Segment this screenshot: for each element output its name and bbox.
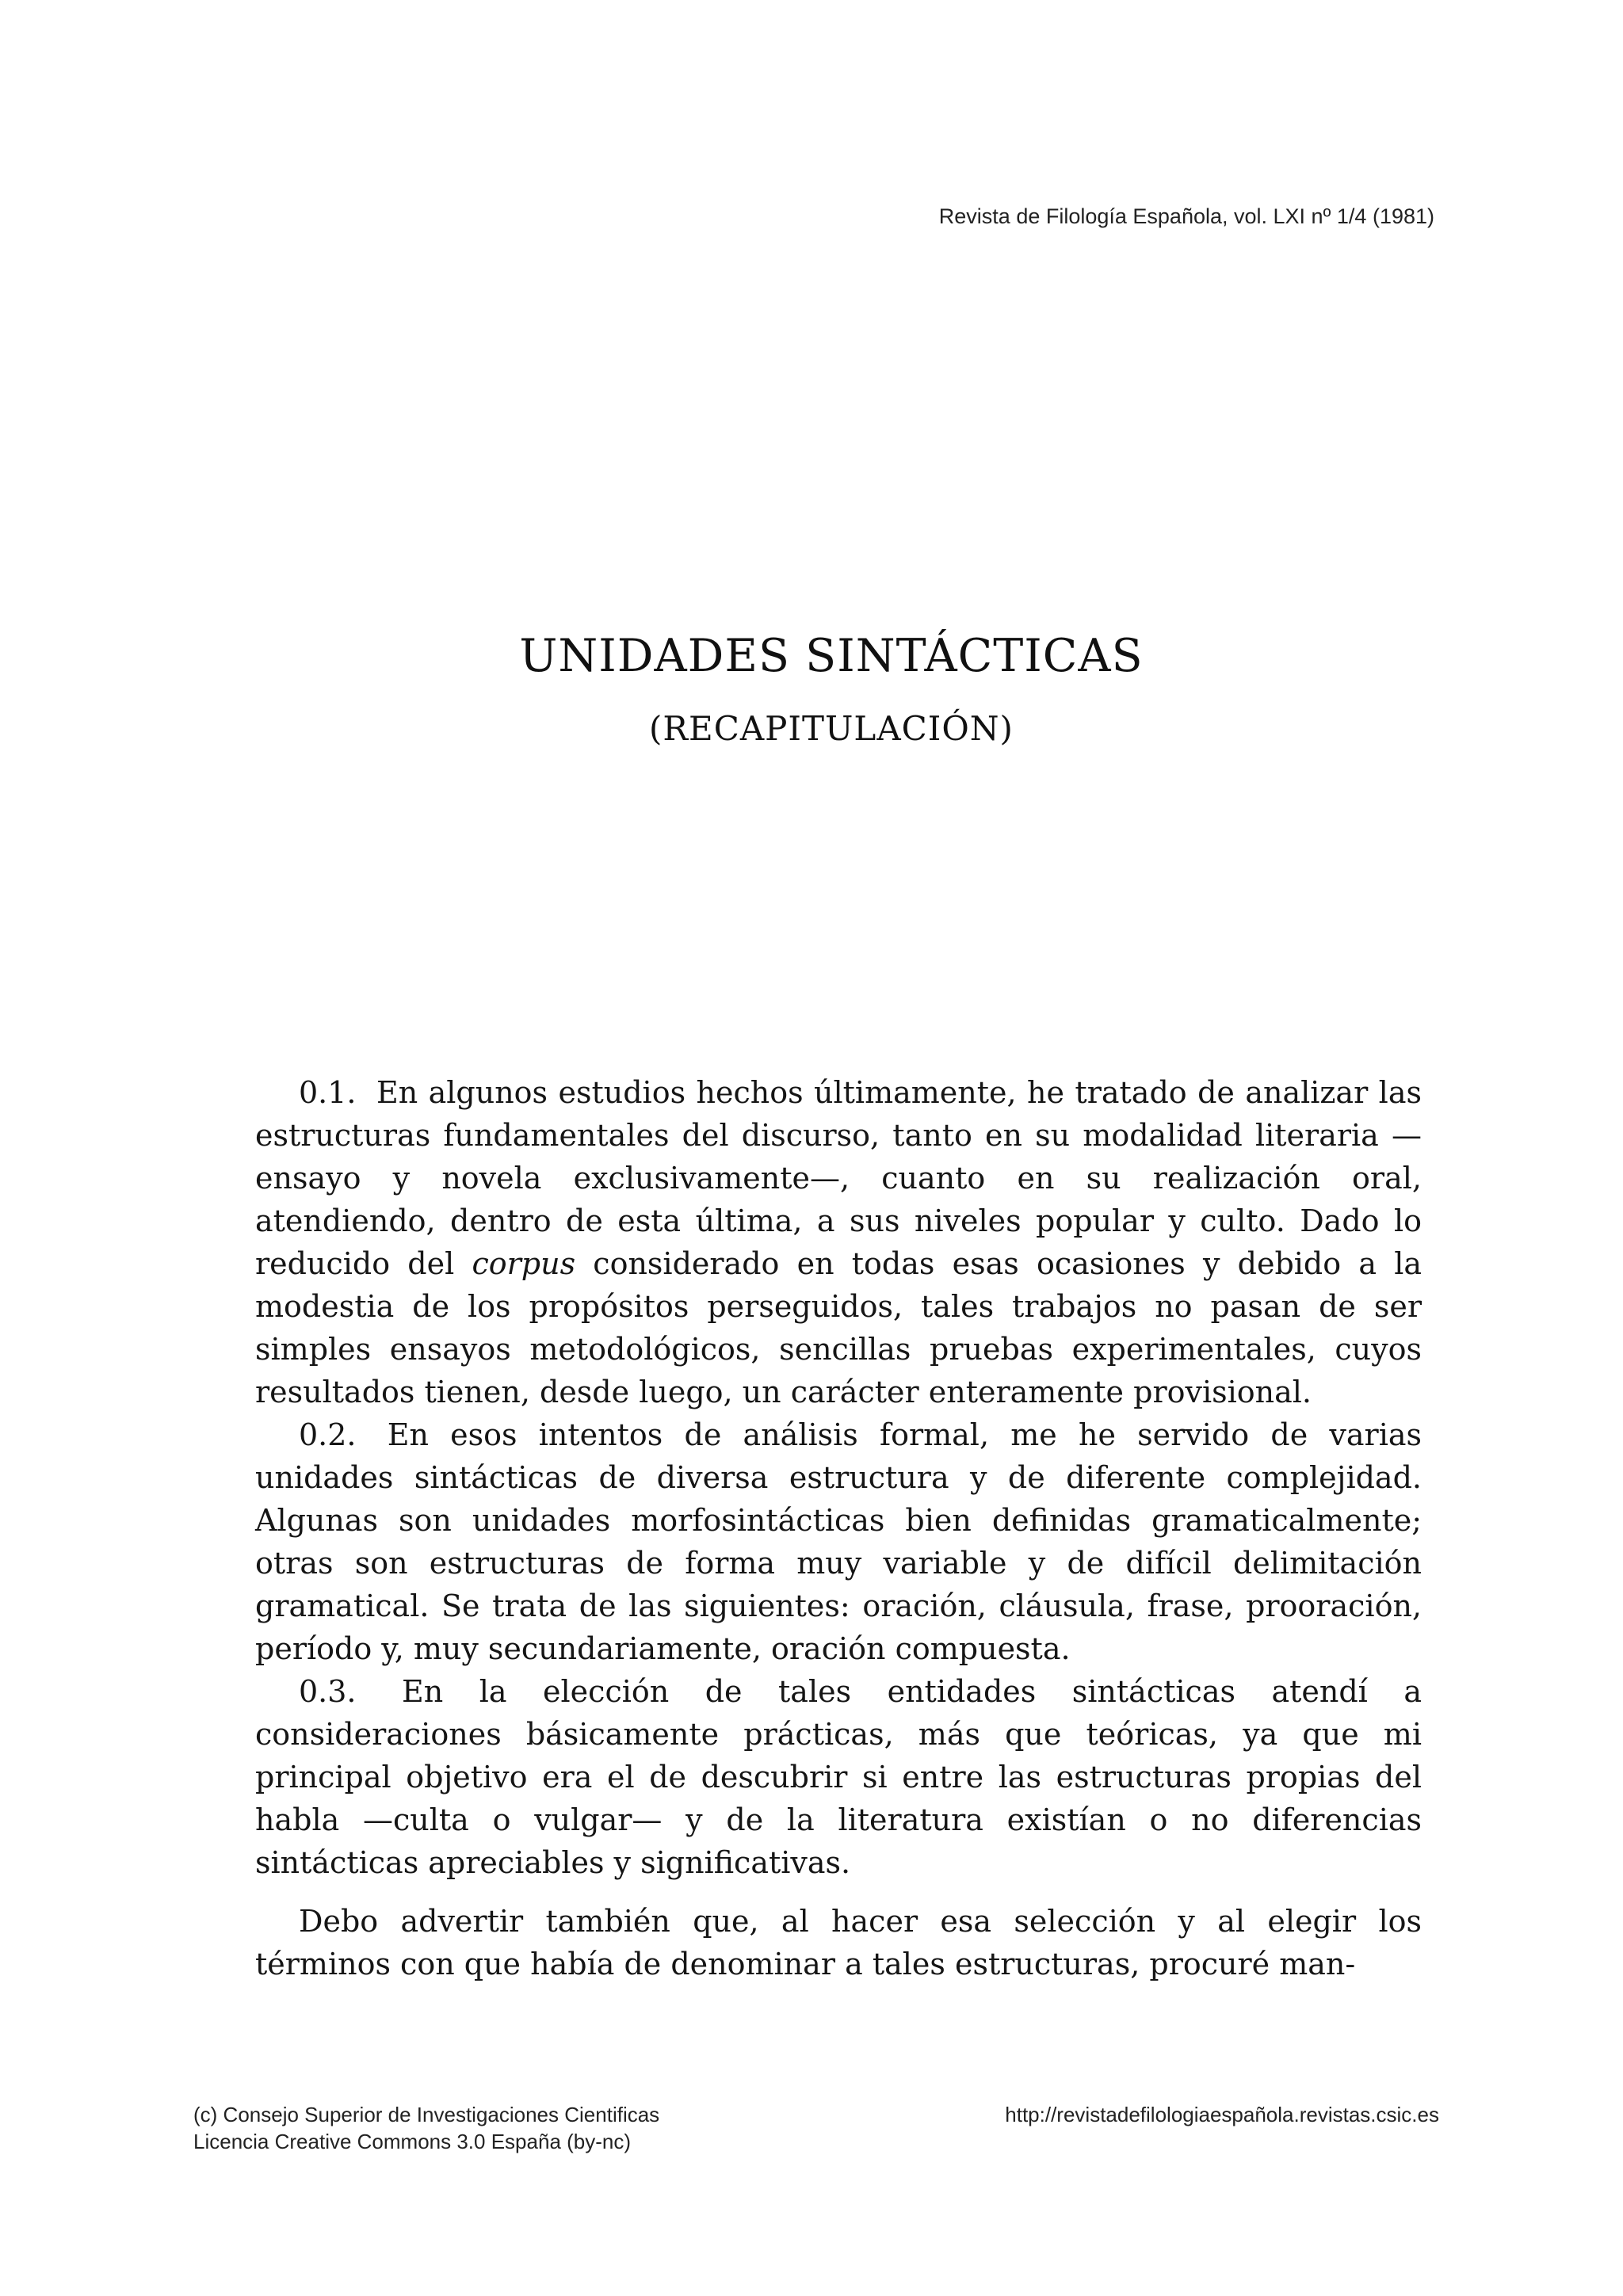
paragraph-text: En esos intentos de análisis formal, me he servido de varias unidades sintácticas de diversa estructura y de diferente complejidad. Algunas son unidades morfosintácticas bien definidas gramaticalmente; otras son estructuras de forma muy variable y de difícil delimitación gramatical. Se trata de las siguientes: oración, cláusula, frase, prooración, período y, muy secundariamente, oración compuesta.: [255, 1417, 1422, 1666]
italic-term: corpus: [472, 1246, 576, 1281]
footer-copyright: [193, 2101, 659, 2155]
section-number: 0.2.: [299, 1417, 357, 1452]
section-number: 0.1.: [299, 1075, 357, 1110]
paragraph-0-1: [255, 1071, 1422, 1413]
footer-url[interactable]: http://revistadefilologiaespañola.revistas.csic.es: [1005, 2103, 1439, 2126]
paragraph-text: En algunos estudios hechos últimamente, he tratado de analizar las estructuras fundamentales del discurso, tanto en su modalidad literaria —ensayo y novela exclusivamente—, cuanto en su realización oral, atendiendo, dentro de esta última, a sus niveles popular y culto. Dado lo reducido del: [255, 1075, 1422, 1281]
article-subtitle: (RECAPITULACIÓN): [649, 709, 1014, 748]
paragraph-text: Debo advertir también que, al hacer esa selección y al elegir los términos con que había de denominar a tales estructuras, procuré man-: [255, 1904, 1422, 1981]
paragraph-continuation: [255, 1900, 1422, 1985]
title-block: [0, 630, 1623, 748]
article-body: [255, 1071, 1422, 1985]
article-title: UNIDADES SINTÁCTICAS: [519, 630, 1144, 682]
paragraph-0-3: [255, 1670, 1422, 1884]
footer-copyright-line1: (c) Consejo Superior de Investigaciones Cientificas: [193, 2103, 660, 2126]
footer-license-line: Licencia Creative Commons 3.0 España (by-nc): [193, 2130, 632, 2153]
paragraph-text: considerado en todas esas ocasiones y debido a la modestia de los propósitos perseguidos, tales trabajos no pasan de ser simples ensayos metodológicos, sencillas pruebas experimentales, cuyos resultados tienen, desde luego, un carácter enteramente provisional.: [255, 1246, 1423, 1409]
section-number: 0.3.: [299, 1674, 357, 1709]
paragraph-text: En la elección de tales entidades sintácticas atendí a consideraciones básicamente prácticas, más que teóricas, ya que mi principal objetivo era el de descubrir si entre las estructuras propias del habla —culta o vulgar— y de la literatura existían o no diferencias sintácticas apreciables y significativas.: [255, 1674, 1422, 1880]
journal-header: Revista de Filología Española, vol. LXI nº 1/4 (1981): [938, 204, 1434, 228]
paragraph-0-2: [255, 1413, 1422, 1670]
